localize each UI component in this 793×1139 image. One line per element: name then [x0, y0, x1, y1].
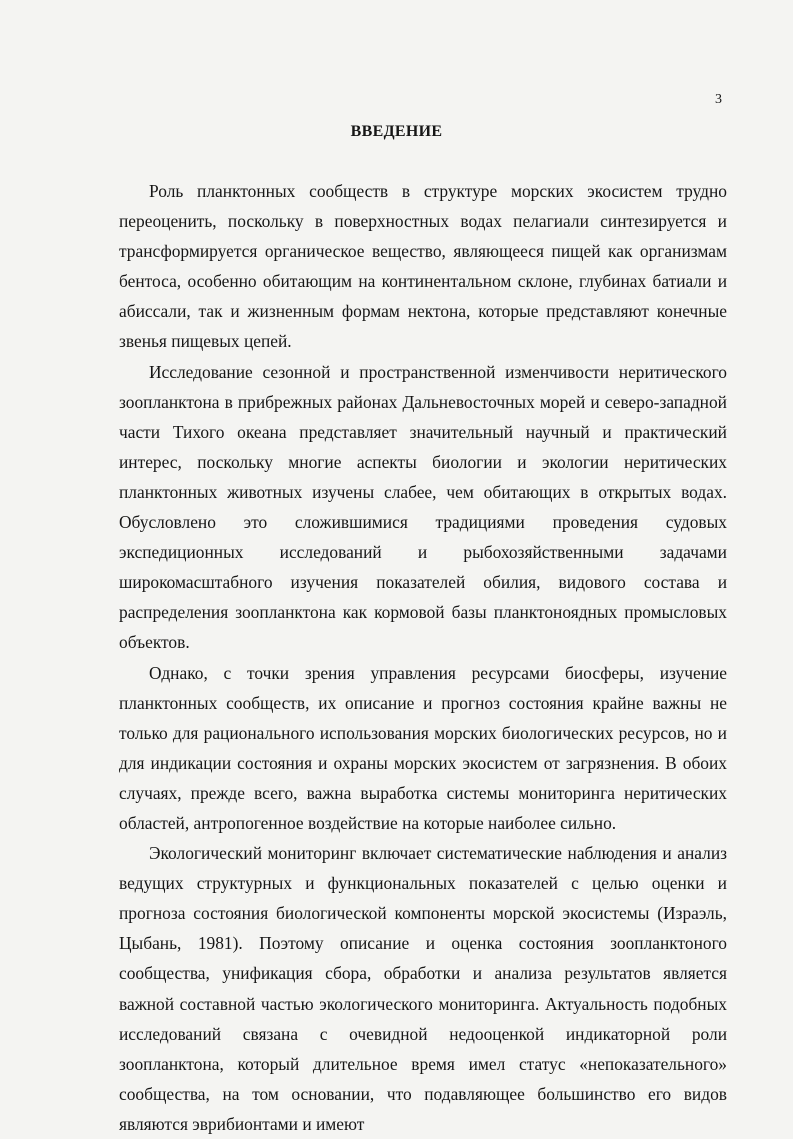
section-heading: ВВЕДЕНИЕ [350, 123, 443, 140]
paragraph-4: Экологический мониторинг включает систематические наблюдения и анализ ведущих структурных и функциональных показателей с целью оценки и прогноза состояния биологической компоненты морской экосистемы (Израэль, Цыбань, 1981). Поэтому описание и оценка состояния зоопланктоного сообщества, унификация сбора, обработки и анализа результатов является важной составной частью экологического мониторинга. Актуальность подобных исследований связана с очевидной недооценкой индикаторной роли зоопланктона, который длительное время имел статус «непоказательного» сообщества, на том основании, что подавляющее большинство его видов являются эврибионтами и имеют [119, 843, 727, 1134]
paragraph-2: Исследование сезонной и пространственной изменчивости неритического зоопланктона в прибрежных районах Дальневосточных морей и северо-западной части Тихого океана представляет значительный научный и практический интерес, поскольку многие аспекты биологии и экологии неритических планктонных животных изучены слабее, чем обитающих в открытых водах. Обусловлено это сложившимися традициями проведения судовых экспедиционных исследований и рыбохозяйственными задачами широкомасштабного изучения показателей обилия, видового состава и распределения зоопланктона как кормовой базы планктоноядных промысловых объектов. [119, 361, 727, 653]
body-text [119, 176, 727, 1139]
paragraph-1: Роль планктонных сообществ в структуре морских экосистем трудно переоценить, поскольку в поверхностных водах пелагиали синтезируется и трансформируется органическое вещество, являющееся пищей как организмам бентоса, особенно обитающим на континентальном склоне, глубинах батиали и абиссали, так и жизненным формам нектона, которые представляют конечные звенья пищевых цепей. [119, 181, 727, 352]
paragraph-3: Однако, с точки зрения управления ресурсами биосферы, изучение планктонных сообществ, их описание и прогноз состояния крайне важны не только для рационального использования морских биологических ресурсов, но и для индикации состояния и охраны морских экосистем от загрязнения. В обоих случаях, прежде всего, важна выработка системы мониторинга неритических областей, антропогенное воздействие на которые наиболее сильно. [119, 662, 727, 833]
page-number: 3 [715, 92, 722, 107]
